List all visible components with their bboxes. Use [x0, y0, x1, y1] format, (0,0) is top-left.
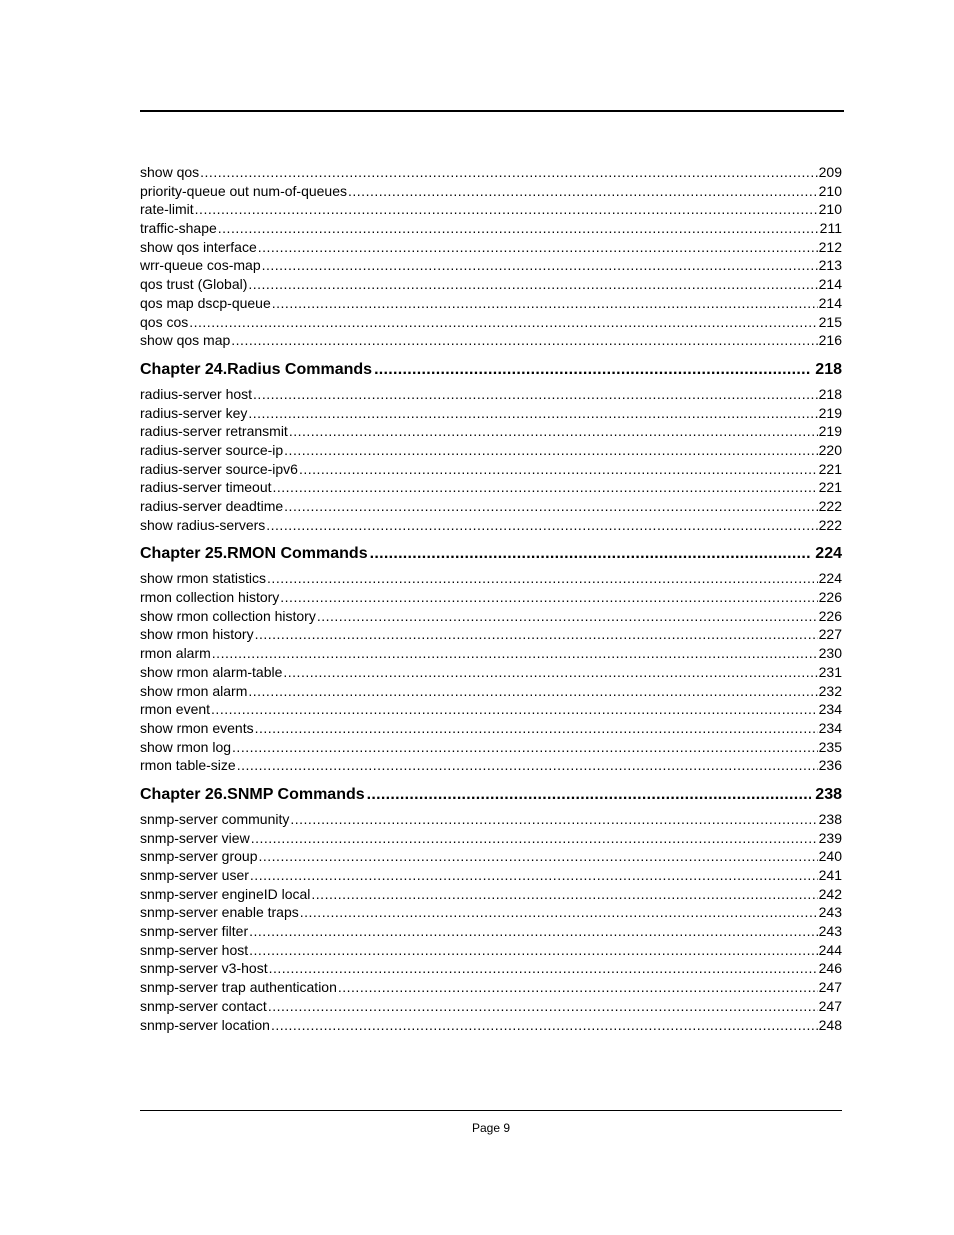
- dot-leader: [189, 313, 817, 332]
- toc-entry[interactable]: [140, 607, 842, 626]
- entry-title: rmon event: [140, 701, 211, 718]
- dot-leader: [268, 997, 818, 1016]
- toc-entry[interactable]: [140, 588, 842, 607]
- entry-title: wrr-queue cos-map: [140, 257, 261, 274]
- toc-entry[interactable]: [140, 256, 842, 275]
- dot-leader: [248, 404, 817, 423]
- entry-title: rate-limit: [140, 201, 194, 218]
- dot-leader: [284, 497, 817, 516]
- entry-page-number: 244: [818, 941, 842, 958]
- entry-title: snmp-server contact: [140, 997, 267, 1014]
- entry-page-number: 247: [818, 997, 842, 1014]
- entry-title: show rmon collection history: [140, 607, 316, 624]
- entry-page-number: 235: [818, 738, 842, 755]
- chapter-title: Chapter 25.RMON Commands: [140, 545, 368, 563]
- toc-entry[interactable]: [140, 903, 842, 922]
- dot-leader: [311, 885, 817, 904]
- toc-entry[interactable]: [140, 385, 842, 404]
- entry-page-number: 246: [818, 960, 842, 977]
- toc-entry[interactable]: [140, 922, 842, 941]
- toc-entry[interactable]: [140, 1016, 842, 1035]
- chapter-page-number: 224: [815, 545, 842, 563]
- entry-title: radius-server deadtime: [140, 498, 284, 514]
- entry-page-number: 222: [818, 516, 842, 533]
- chapter-page-number: 218: [815, 360, 842, 378]
- toc-entry[interactable]: [140, 700, 842, 719]
- toc-entry[interactable]: [140, 644, 842, 663]
- entry-page-number: 214: [818, 294, 842, 311]
- entry-page-number: 238: [818, 810, 842, 827]
- dot-leader: [218, 219, 819, 238]
- entry-title: priority-queue out num-of-queues: [140, 182, 348, 199]
- toc-entry[interactable]: [140, 978, 842, 997]
- entry-title: snmp-server community: [140, 810, 290, 827]
- dot-leader: [273, 478, 818, 497]
- toc-entry[interactable]: [140, 756, 842, 775]
- toc-entry[interactable]: [140, 497, 842, 516]
- dot-leader: [212, 644, 818, 663]
- entry-page-number: 243: [818, 923, 842, 940]
- entry-title: show qos map: [140, 332, 231, 349]
- toc-entry[interactable]: [140, 219, 842, 238]
- dot-leader: [290, 810, 817, 829]
- entry-title: rmon collection history: [140, 589, 280, 606]
- page-number: Page 9: [471, 1121, 511, 1135]
- toc-entry[interactable]: [140, 163, 842, 182]
- entry-title: rmon table-size: [140, 757, 236, 774]
- toc-entry[interactable]: [140, 738, 842, 757]
- entry-page-number: 230: [818, 645, 842, 662]
- toc-entry[interactable]: [140, 663, 842, 682]
- entry-page-number: 222: [818, 498, 842, 514]
- header-rule: [140, 110, 844, 112]
- dot-leader: [251, 829, 818, 848]
- entry-page-number: 216: [818, 332, 842, 349]
- entry-title: radius-server key: [140, 404, 248, 421]
- entry-page-number: 209: [818, 164, 842, 180]
- entry-title: snmp-server host: [140, 941, 249, 958]
- dot-leader: [248, 275, 817, 294]
- entry-title: show rmon events: [140, 719, 254, 736]
- entry-page-number: 234: [818, 701, 842, 718]
- dot-leader: [370, 542, 812, 566]
- dot-leader: [200, 163, 817, 182]
- chapter-title: Chapter 24.Radius Commands: [140, 360, 373, 378]
- entry-title: snmp-server location: [140, 1016, 270, 1033]
- dot-leader: [367, 783, 812, 807]
- dot-leader: [348, 182, 818, 201]
- entry-page-number: 243: [818, 904, 842, 921]
- entry-page-number: 221: [818, 479, 842, 496]
- entry-page-number: 210: [818, 201, 842, 218]
- entry-title: qos map dscp-queue: [140, 294, 271, 311]
- dot-leader: [262, 256, 818, 275]
- entry-title: radius-server timeout: [140, 479, 272, 496]
- entry-title: snmp-server engineID local: [140, 885, 311, 902]
- entry-page-number: 231: [818, 663, 842, 680]
- toc-entry[interactable]: [140, 885, 842, 904]
- toc-entry[interactable]: [140, 516, 842, 535]
- toc-chapter-heading[interactable]: [140, 783, 842, 807]
- toc-entry[interactable]: [140, 182, 842, 201]
- dot-leader: [258, 238, 818, 257]
- entry-page-number: 236: [818, 757, 842, 774]
- entry-page-number: 213: [818, 257, 842, 274]
- entry-page-number: 234: [818, 719, 842, 736]
- toc-entry[interactable]: [140, 200, 842, 219]
- entry-title: traffic-shape: [140, 220, 217, 237]
- entry-title: radius-server source-ip: [140, 441, 284, 458]
- dot-leader: [266, 516, 817, 535]
- entry-title: radius-server source-ipv6: [140, 460, 298, 477]
- dot-leader: [211, 700, 818, 719]
- toc-entry[interactable]: [140, 810, 842, 829]
- dot-leader: [272, 294, 818, 313]
- entry-page-number: 219: [818, 423, 842, 440]
- dot-leader: [271, 1016, 818, 1035]
- entry-title: show rmon log: [140, 738, 232, 755]
- toc-entry[interactable]: [140, 238, 842, 257]
- entry-title: show rmon alarm-table: [140, 663, 283, 680]
- dot-leader: [299, 460, 818, 479]
- entry-title: rmon alarm: [140, 645, 211, 662]
- entry-page-number: 242: [818, 885, 842, 902]
- entry-page-number: 214: [818, 276, 842, 293]
- chapter-title: Chapter 26.SNMP Commands: [140, 785, 365, 803]
- entry-title: snmp-server filter: [140, 923, 249, 940]
- chapter-page-number: 238: [815, 785, 842, 803]
- entry-page-number: 210: [818, 182, 842, 199]
- entry-page-number: 241: [818, 867, 842, 883]
- entry-page-number: 220: [818, 441, 842, 458]
- entry-page-number: 247: [818, 979, 842, 996]
- toc-entry[interactable]: [140, 460, 842, 479]
- dot-leader: [259, 847, 818, 866]
- entry-title: show radius-servers: [140, 516, 266, 533]
- toc-entry[interactable]: [140, 625, 842, 644]
- entry-title: snmp-server user: [140, 867, 249, 883]
- dot-leader: [249, 941, 817, 960]
- entry-page-number: 227: [818, 626, 842, 643]
- footer-rule: [140, 1110, 842, 1111]
- toc-entry[interactable]: [140, 275, 842, 294]
- dot-leader: [300, 903, 818, 922]
- toc-entry[interactable]: [140, 313, 842, 332]
- toc-entry[interactable]: [140, 331, 842, 350]
- entry-title: snmp-server group: [140, 848, 258, 865]
- toc-entry[interactable]: [140, 682, 842, 701]
- entry-page-number: 240: [818, 848, 842, 865]
- entry-title: show qos interface: [140, 238, 257, 255]
- entry-page-number: 215: [818, 313, 842, 330]
- toc-chapter-heading[interactable]: [140, 542, 842, 566]
- dot-leader: [253, 385, 818, 404]
- toc-entry[interactable]: [140, 422, 842, 441]
- dot-leader: [255, 625, 818, 644]
- dot-leader: [231, 331, 817, 350]
- toc-entry[interactable]: [140, 941, 842, 960]
- toc-entry[interactable]: [140, 404, 842, 423]
- entry-page-number: 232: [818, 682, 842, 699]
- entry-title: snmp-server enable traps: [140, 904, 299, 921]
- entry-page-number: 221: [818, 460, 842, 477]
- entry-page-number: 218: [818, 385, 842, 402]
- entry-title: qos trust (Global): [140, 276, 248, 293]
- toc-entry[interactable]: [140, 441, 842, 460]
- toc-entry[interactable]: [140, 478, 842, 497]
- dot-leader: [283, 663, 817, 682]
- toc-entry[interactable]: [140, 569, 842, 588]
- dot-leader: [250, 866, 818, 885]
- entry-title: snmp-server view: [140, 829, 250, 846]
- toc-entry[interactable]: [140, 719, 842, 738]
- entry-page-number: 212: [818, 238, 842, 255]
- toc-entry[interactable]: [140, 847, 842, 866]
- dot-leader: [374, 358, 811, 382]
- dot-leader: [269, 959, 818, 978]
- entry-title: qos cos: [140, 313, 189, 330]
- toc-entry[interactable]: [140, 866, 842, 885]
- dot-leader: [195, 200, 818, 219]
- entry-title: show qos: [140, 164, 200, 180]
- table-of-contents: [140, 163, 842, 1034]
- dot-leader: [248, 682, 817, 701]
- toc-entry[interactable]: [140, 294, 842, 313]
- toc-entry[interactable]: [140, 829, 842, 848]
- dot-leader: [237, 756, 818, 775]
- entry-page-number: 219: [818, 404, 842, 421]
- toc-entry[interactable]: [140, 959, 842, 978]
- entry-page-number: 248: [818, 1016, 842, 1033]
- dot-leader: [317, 607, 818, 626]
- toc-entry[interactable]: [140, 997, 842, 1016]
- entry-title: show rmon history: [140, 626, 254, 643]
- dot-leader: [289, 422, 818, 441]
- dot-leader: [255, 719, 818, 738]
- toc-chapter-heading[interactable]: [140, 358, 842, 382]
- entry-page-number: 224: [818, 570, 842, 587]
- dot-leader: [267, 569, 818, 588]
- dot-leader: [249, 922, 818, 941]
- dot-leader: [284, 441, 817, 460]
- entry-page-number: 239: [818, 829, 842, 846]
- entry-page-number: 226: [818, 589, 842, 606]
- entry-title: snmp-server v3-host: [140, 960, 268, 977]
- entry-title: show rmon alarm: [140, 682, 248, 699]
- dot-leader: [338, 978, 818, 997]
- dot-leader: [280, 588, 817, 607]
- dot-leader: [232, 738, 818, 757]
- entry-title: show rmon statistics: [140, 570, 267, 587]
- entry-title: radius-server host: [140, 385, 253, 402]
- entry-title: snmp-server trap authentication: [140, 979, 337, 996]
- entry-page-number: 226: [818, 607, 842, 624]
- entry-page-number: 211: [819, 220, 842, 237]
- entry-title: radius-server retransmit: [140, 423, 288, 440]
